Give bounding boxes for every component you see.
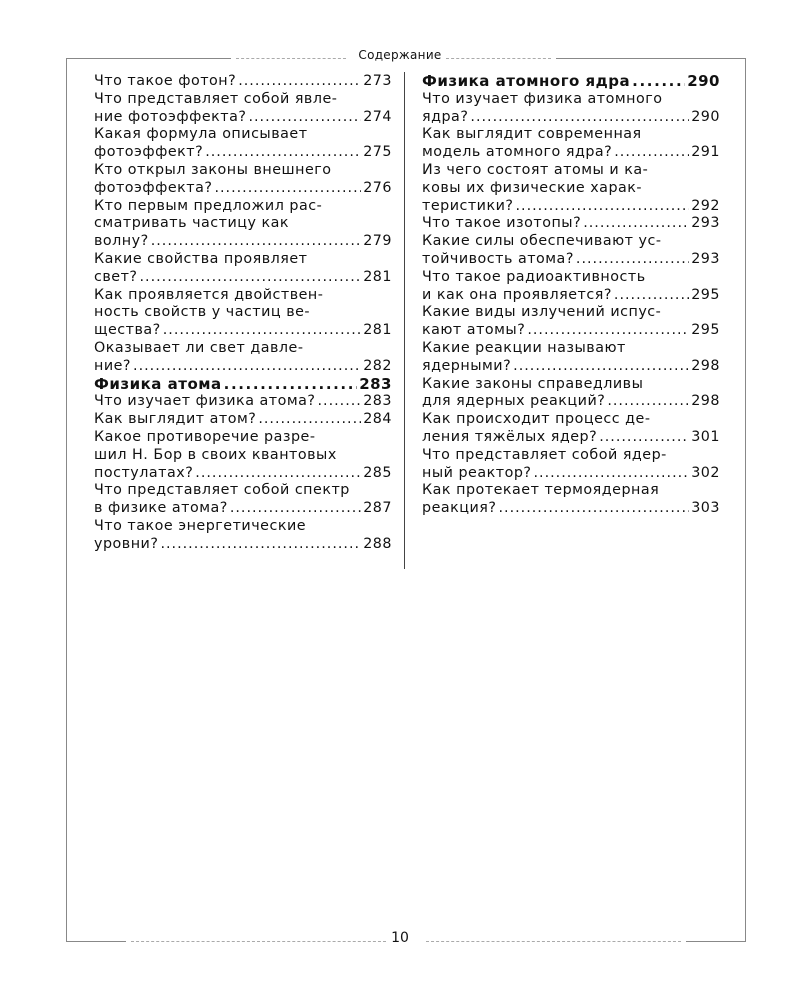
toc-entry-title: модель атомного ядра? bbox=[422, 144, 613, 161]
toc-page-number: 283 bbox=[359, 374, 392, 393]
toc-entry bbox=[94, 162, 392, 198]
toc-entry bbox=[94, 482, 392, 518]
toc-page-number: 273 bbox=[363, 73, 392, 89]
toc-entry-title: постулатах? bbox=[94, 464, 194, 481]
toc-page-number: 293 bbox=[691, 250, 720, 267]
toc-entry-line: Что представляет собой ядер- bbox=[422, 446, 667, 463]
dot-leader bbox=[238, 73, 361, 91]
toc-entry bbox=[94, 91, 392, 127]
toc-entry-line: ковы их физические харак- bbox=[422, 179, 643, 196]
toc-entry bbox=[422, 126, 720, 162]
toc-entry bbox=[422, 340, 720, 376]
toc-page-number: 292 bbox=[691, 197, 720, 214]
toc-entry bbox=[94, 73, 392, 91]
toc-entry-title: Что такое изотопы? bbox=[422, 215, 582, 232]
toc-entry-title: свет? bbox=[94, 268, 138, 285]
toc-entry bbox=[422, 233, 720, 269]
toc-entry-title: ядра? bbox=[422, 108, 469, 125]
toc-page-number: 282 bbox=[363, 357, 392, 374]
toc-entry bbox=[94, 287, 392, 340]
toc-page-number: 298 bbox=[691, 393, 720, 410]
dot-leader bbox=[140, 269, 362, 287]
dot-leader bbox=[195, 465, 361, 483]
toc-entry-title: реакция? bbox=[422, 500, 497, 517]
dot-leader bbox=[576, 251, 689, 269]
toc-column-right bbox=[422, 73, 720, 518]
toc-entry-title: ядерными? bbox=[422, 357, 512, 374]
dot-leader bbox=[160, 536, 361, 554]
toc-page-number: 279 bbox=[363, 233, 392, 250]
dot-leader bbox=[583, 215, 689, 233]
toc-entry-title: тойчивость атома? bbox=[422, 250, 574, 267]
toc-entry-line: Что такое радиоактивность bbox=[422, 268, 646, 285]
toc-entry-line: Какое противоречие разре- bbox=[94, 428, 316, 445]
toc-entry-title: Как выглядит атом? bbox=[94, 411, 257, 428]
toc-entry-title: волну? bbox=[94, 233, 149, 250]
toc-entry-line: Как проявляется двойствен- bbox=[94, 286, 324, 303]
toc-entry bbox=[94, 518, 392, 554]
toc-entry-line: Как происходит процесс де- bbox=[422, 411, 651, 428]
toc-entry bbox=[94, 198, 392, 251]
dot-leader bbox=[607, 393, 689, 411]
toc-page-number: 274 bbox=[363, 108, 392, 125]
dot-leader bbox=[632, 73, 685, 91]
toc-entry bbox=[422, 269, 720, 305]
toc-entry bbox=[422, 162, 720, 215]
toc-entry-title: теристики? bbox=[422, 197, 514, 214]
dot-leader bbox=[214, 180, 361, 198]
toc-section-heading bbox=[94, 376, 392, 394]
toc-entry-title: для ядерных реакций? bbox=[422, 393, 606, 410]
toc-entry-title: Физика атома bbox=[94, 374, 222, 393]
toc-page-number: 285 bbox=[363, 464, 392, 481]
toc-entry bbox=[422, 215, 720, 233]
toc-entry-line: Как протекает термоядерная bbox=[422, 482, 660, 499]
toc-entry bbox=[94, 393, 392, 411]
toc-entry-title: фотоэффекта? bbox=[94, 179, 213, 196]
toc-entry bbox=[422, 482, 720, 518]
toc-entry-title: ления тяжёлых ядер? bbox=[422, 428, 598, 445]
toc-page-number: 276 bbox=[363, 179, 392, 196]
toc-entry-line: Что изучает физика атомного bbox=[422, 90, 663, 107]
toc-entry-title: Физика атомного ядра bbox=[422, 72, 631, 90]
toc-column-left bbox=[94, 73, 392, 554]
dot-leader bbox=[258, 411, 361, 429]
frame-left-edge bbox=[66, 58, 67, 942]
dot-leader bbox=[224, 376, 358, 394]
dot-leader bbox=[516, 198, 690, 216]
toc-page-number: 283 bbox=[363, 393, 392, 410]
toc-entry-title: Что изучает физика атома? bbox=[94, 393, 316, 410]
toc-entry-line: Оказывает ли свет давле- bbox=[94, 339, 304, 356]
toc-entry bbox=[94, 411, 392, 429]
dot-leader bbox=[163, 322, 361, 340]
toc-entry-title: уровни? bbox=[94, 535, 159, 552]
toc-page-number: 295 bbox=[691, 322, 720, 339]
toc-entry-title: ние? bbox=[94, 357, 132, 374]
toc-entry-line: Из чего состоят атомы и ка- bbox=[422, 161, 649, 178]
toc-entry bbox=[422, 304, 720, 340]
running-header: Содержание bbox=[358, 48, 442, 62]
dot-leader bbox=[533, 465, 689, 483]
toc-page-number: 295 bbox=[691, 286, 720, 303]
toc-entry-line: Кто первым предложил рас- bbox=[94, 197, 323, 214]
toc-page-number: 291 bbox=[691, 144, 720, 161]
toc-entry-line: Какие законы справедливы bbox=[422, 375, 644, 392]
toc-entry-line: шил Н. Бор в своих квантовых bbox=[94, 446, 337, 463]
toc-entry-title: кают атомы? bbox=[422, 322, 526, 339]
dot-leader bbox=[230, 500, 361, 518]
toc-entry-line: Кто открыл законы внешнего bbox=[94, 161, 332, 178]
toc-entry-line: Что представляет собой спектр bbox=[94, 482, 350, 499]
dot-leader bbox=[614, 287, 689, 305]
toc-entry bbox=[94, 126, 392, 162]
toc-page-number: 293 bbox=[691, 215, 720, 232]
dot-leader bbox=[513, 358, 689, 376]
toc-entry-title: в физике атома? bbox=[94, 500, 228, 517]
dot-leader bbox=[599, 429, 689, 447]
toc-section-heading bbox=[422, 73, 720, 91]
toc-entry bbox=[94, 251, 392, 287]
dot-leader bbox=[614, 144, 689, 162]
toc-entry bbox=[94, 340, 392, 376]
toc-entry-line: Какая формула описывает bbox=[94, 126, 308, 143]
dot-leader bbox=[470, 109, 689, 127]
toc-entry-title: ние фотоэффекта? bbox=[94, 108, 247, 125]
toc-entry-line: Какие виды излучений испус- bbox=[422, 304, 662, 321]
toc-entry bbox=[422, 376, 720, 412]
toc-page-number: 301 bbox=[691, 428, 720, 445]
dot-leader bbox=[498, 500, 689, 518]
dot-leader bbox=[151, 233, 361, 251]
toc-entry-title: Что такое фотон? bbox=[94, 73, 237, 89]
frame-right-edge bbox=[745, 58, 746, 942]
toc-entry-title: и как она проявляется? bbox=[422, 286, 612, 303]
toc-page-number: 290 bbox=[687, 72, 720, 90]
toc-entry bbox=[422, 91, 720, 127]
toc-page-number: 303 bbox=[691, 500, 720, 517]
dot-leader bbox=[317, 393, 361, 411]
toc-entry bbox=[422, 447, 720, 483]
dot-leader bbox=[205, 144, 361, 162]
toc-entry bbox=[94, 429, 392, 482]
toc-entry-line: ность свойств у частиц ве- bbox=[94, 304, 311, 321]
toc-entry-line: Как выглядит современная bbox=[422, 126, 642, 143]
toc-page-number: 281 bbox=[363, 322, 392, 339]
toc-entry-line: сматривать частицу как bbox=[94, 215, 290, 232]
toc-entry-line: Что такое энергетические bbox=[94, 517, 307, 534]
toc-entry-line: Какие свойства проявляет bbox=[94, 250, 308, 267]
toc-page-number: 298 bbox=[691, 357, 720, 374]
toc-entry-title: ный реактор? bbox=[422, 464, 532, 481]
toc-page-number: 275 bbox=[363, 144, 392, 161]
dot-leader bbox=[527, 322, 689, 340]
column-divider bbox=[404, 72, 405, 569]
toc-entry-line: Какие силы обеспечивают ус- bbox=[422, 233, 662, 250]
toc-page-number: 281 bbox=[363, 268, 392, 285]
toc-page-number: 288 bbox=[363, 535, 392, 552]
page-number: 10 bbox=[391, 930, 409, 946]
toc-page-number: 287 bbox=[363, 500, 392, 517]
dot-leader bbox=[133, 358, 361, 376]
toc-page-number: 302 bbox=[691, 464, 720, 481]
toc-entry-title: фотоэффект? bbox=[94, 144, 204, 161]
toc-entry bbox=[422, 411, 720, 447]
toc-entry-title: щества? bbox=[94, 322, 161, 339]
dot-leader bbox=[248, 109, 361, 127]
toc-page-number: 284 bbox=[363, 411, 392, 428]
toc-entry-line: Что представляет собой явле- bbox=[94, 90, 338, 107]
toc-entry-line: Какие реакции называют bbox=[422, 339, 626, 356]
toc-page-number: 290 bbox=[691, 108, 720, 125]
